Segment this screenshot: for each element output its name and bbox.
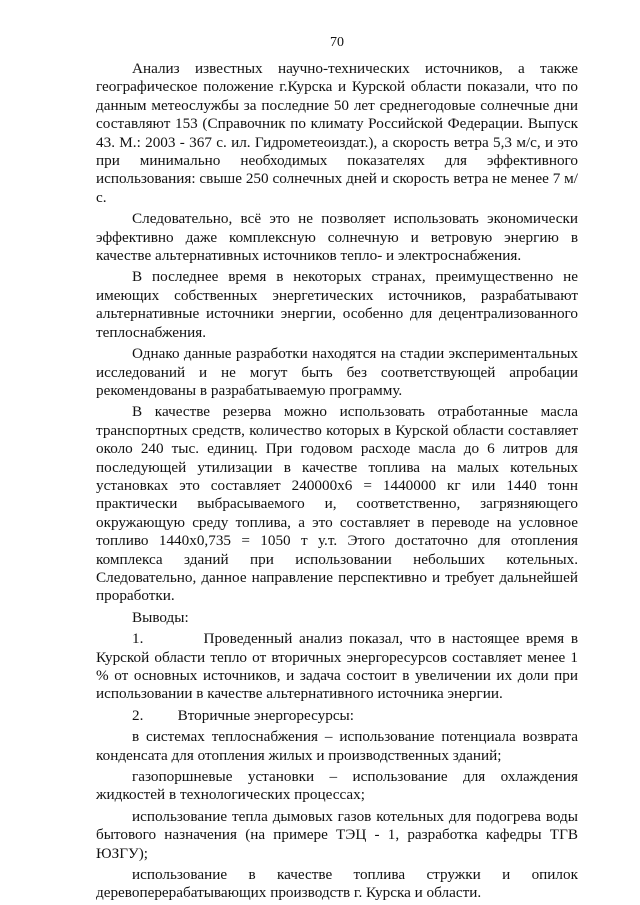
paragraph-recent-time: В последнее время в некоторых странах, преимущественно не имеющих собственных энергетических источников, разрабатывают альтернативные источники энергии, особенно для децентрализованного теплоснабжения. — [96, 268, 578, 341]
sub-item-wood-chips: использование в качестве топлива стружки и опилок деревоперерабатывающих производств г. Курска и области. — [96, 866, 578, 902]
page-number: 70 — [330, 35, 344, 50]
sub-item-gas-piston: газопоршневые установки – использование для охлаждения жидкостей в технологических процессах; — [96, 768, 578, 804]
sub-item-condensate: в системах теплоснабжения – использование потенциала возврата конденсата для отопления жилых и производственных зданий; — [96, 728, 578, 764]
paragraph-consequently: Следовательно, всё это не позволяет использовать экономически эффективно даже комплексную солнечную и ветровую энергию в качестве альтернативных источников тепло- и электроснабжения. — [96, 210, 578, 265]
conclusion-item-1 — [96, 630, 578, 704]
sub-item-flue-gas: использование тепла дымовых газов котельных для подогрева воды бытового назначения (на примере ТЭЦ - 1, разработка кафедры ТГВ ЮЗГУ); — [96, 807, 578, 862]
conclusions-heading: Выводы: — [132, 608, 189, 626]
paragraph-however: Однако данные разработки находятся на стадии экспериментальных исследований и не могут быть без соответствующей апробации рекомендованы в разрабатываемую программу. — [96, 345, 578, 399]
conclusion-text-1: Проведенный анализ показал, что в настоящее время в Курской области тепло от вторичных энергоресурсов составляет менее 1 % от основных источников, и задача состоит в увеличении их доли при использовании в качестве альтернативного источника энергии. — [96, 630, 578, 703]
paragraph-reserve-oils: В качестве резерва можно использовать отработанные масла транспортных средств, количество которых в Курской области составляет около 240 тыс. единиц. При годовом расходе масла до 6 литров для последующей утилизации в качестве топлива на малых котельных установках это составляет 240000х6 = 1440000 кг или 1440 тонн практически выбрасываемого и, соответственно, загрязняющего окружающую среду топлива, а это составляет в переводе на условное топливо 1440х0,735 = 1050 т у.т. Этого достаточно для отопления комплекса зданий при использовании небольших котельных. Следовательно, данное направление перспективно и требует дальнейшей проработки. — [96, 403, 578, 605]
conclusion-number-2: 2. — [132, 706, 144, 724]
conclusion-text-2: Вторичные энергоресурсы: — [177, 706, 354, 724]
paragraph-analysis: Анализ известных научно-технических источников, а также географическое положение г.Курска и Курской области показали, что по данным метеослужбы за последние 50 лет среднегодовые солнечные дни составляют 153 (Справочник по климату Российской Федерации. Выпуск 43. М.: 2003 - 367 с. ил. Гидрометеоиздат.), а скорость ветра 5,3 м/с, и это при минимально необходимых показателях для эффективного использования: свыше 250 солнечных дней и скорость ветра не менее 7 м/с. — [96, 60, 578, 206]
conclusion-item-2 — [96, 707, 578, 725]
conclusion-number-1: 1. — [132, 630, 144, 648]
